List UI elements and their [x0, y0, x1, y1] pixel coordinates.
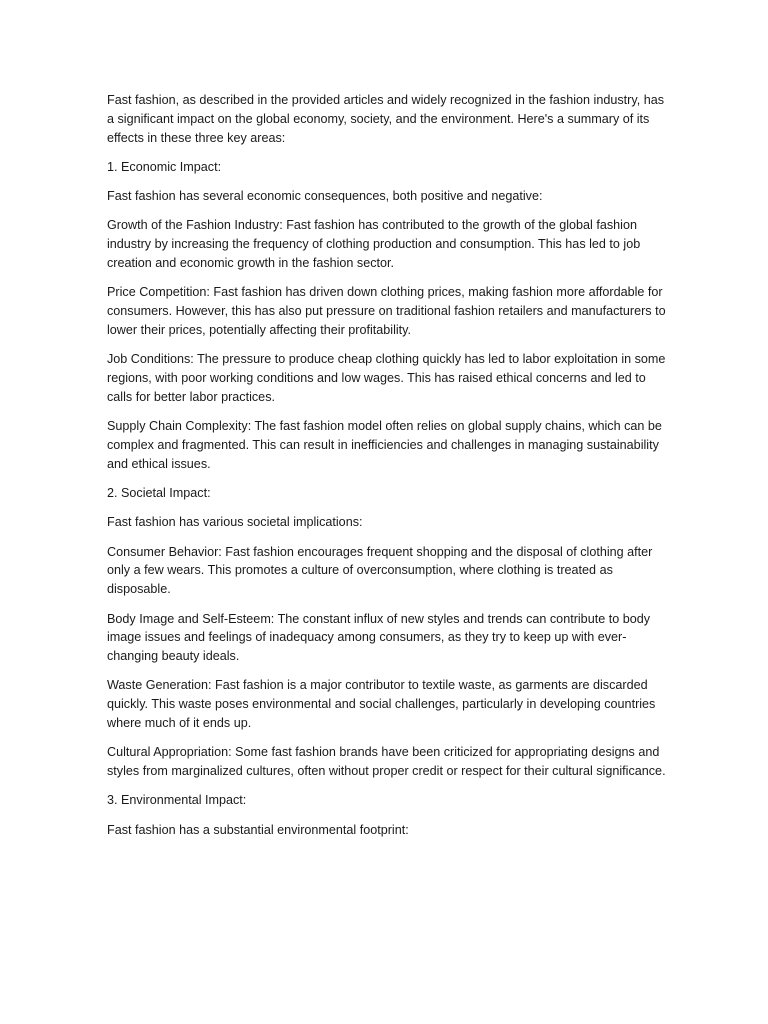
paragraph-price-competition: Price Competition: Fast fashion has driven down clothing prices, making fashion more affordable for consumers. However, this has also put pressure on traditional fashion retailers and manufacturers to lower their prices, potentially affecting their profitability.: [107, 285, 666, 337]
environmental-intro-paragraph: Fast fashion has a substantial environmental footprint:: [107, 822, 409, 837]
paragraph-consumer-behavior: Consumer Behavior: Fast fashion encourages frequent shopping and the disposal of clothing after only a few wears. This promotes a culture of overconsumption, where clothing is treated as disposable.: [107, 544, 653, 597]
intro-paragraph: Fast fashion, as described in the provided articles and widely recognized in the fashion industry, has a significant impact on the global economy, society, and the environment. Here's a summary of its effects in these three key areas:: [107, 93, 665, 145]
paragraph-cultural-appropriation: Cultural Appropriation: Some fast fashion brands have been criticized for appropriating designs and styles from marginalized cultures, often without proper credit or respect for their cultural significance.: [107, 745, 666, 779]
section-heading-economic: 1. Economic Impact:: [107, 159, 222, 174]
paragraph-waste-generation: Waste Generation: Fast fashion is a major contributor to textile waste, as garments are discarded quickly. This waste poses environmental and social challenges, particularly in developing countries where much of it ends up.: [107, 678, 656, 731]
paragraph-job-conditions: Job Conditions: The pressure to produce cheap clothing quickly has led to labor exploitation in some regions, with poor working conditions and low wages. This has raised ethical concerns and led to calls for better labor practices.: [107, 352, 666, 404]
document-body: [107, 91, 667, 850]
societal-intro-paragraph: Fast fashion has various societal implications:: [107, 515, 363, 530]
economic-intro-paragraph: Fast fashion has several economic consequences, both positive and negative:: [107, 189, 543, 204]
section-heading-societal: 2. Societal Impact:: [107, 486, 211, 501]
section-heading-environmental: 3. Environmental Impact:: [107, 793, 247, 808]
paragraph-body-image: Body Image and Self-Esteem: The constant influx of new styles and trends can contribute to body image issues and feelings of inadequacy among consumers, as they try to keep up with ever-changing beauty ideals.: [107, 611, 651, 664]
paragraph-supply-chain: Supply Chain Complexity: The fast fashion model often relies on global supply chains, which can be complex and fragmented. This can result in inefficiencies and challenges in managing sustainability and ethical issues.: [107, 419, 662, 471]
paragraph-industry-growth: Growth of the Fashion Industry: Fast fashion has contributed to the growth of the global fashion industry by increasing the frequency of clothing production and consumption. This has led to job creation and economic growth in the fashion sector.: [107, 218, 641, 271]
